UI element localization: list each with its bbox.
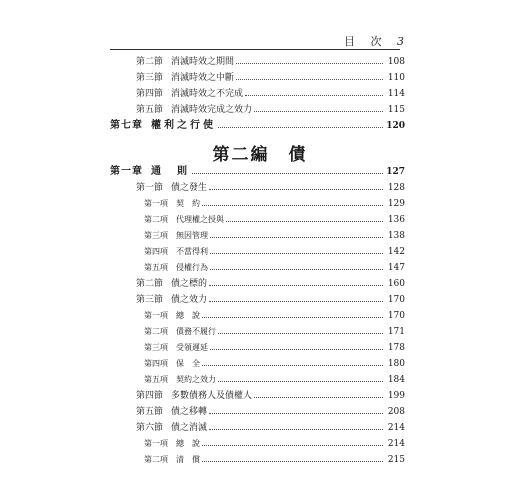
toc-entry xyxy=(144,452,405,467)
toc-entry-title: 總 說 xyxy=(176,311,200,320)
toc-entry-page: 110 xyxy=(387,73,405,83)
toc-entry xyxy=(144,372,405,387)
toc-entry-label: 第五節 xyxy=(136,105,164,115)
toc-entry-page: 115 xyxy=(387,105,405,115)
toc-entry-page: 160 xyxy=(387,279,405,289)
toc-entry-label: 第二節 xyxy=(136,279,164,289)
toc-entry-title: 不當得利 xyxy=(176,247,208,256)
dot-leader xyxy=(209,292,383,302)
toc-entry-label: 第五節 xyxy=(136,407,164,417)
toc-entry-label: 第三項 xyxy=(144,231,168,240)
toc-entry xyxy=(136,86,405,101)
toc-entry xyxy=(136,54,405,69)
toc-entry-title: 消滅時效之期間 xyxy=(171,57,235,67)
dot-leader xyxy=(210,260,383,270)
toc-entry xyxy=(144,196,405,211)
toc-entry-page: 171 xyxy=(387,327,405,337)
toc-entry-page: 199 xyxy=(387,391,405,401)
toc-entry-title: 無因管理 xyxy=(176,231,208,240)
toc-entry xyxy=(136,102,405,117)
toc-entry-title: 保 全 xyxy=(176,359,200,368)
dot-leader xyxy=(236,54,383,64)
toc-entry-label: 第一項 xyxy=(144,311,168,320)
toc-entry xyxy=(110,118,405,133)
toc-entry-label: 第二項 xyxy=(144,215,168,224)
toc-entry xyxy=(144,356,405,371)
toc-entry-label: 第三項 xyxy=(144,343,168,352)
toc-entry xyxy=(136,388,405,403)
dot-leader xyxy=(209,180,383,190)
dot-leader xyxy=(236,70,383,80)
toc-entry-page: 128 xyxy=(387,183,405,193)
dot-leader xyxy=(210,340,383,350)
toc-entry-title: 侵權行為 xyxy=(176,263,208,272)
toc-entry-page: 142 xyxy=(387,247,405,257)
toc-entry-label: 第四項 xyxy=(144,359,168,368)
header-rule xyxy=(110,49,400,50)
toc-entry-label: 第三節 xyxy=(136,295,164,305)
toc-entry xyxy=(136,420,405,435)
toc-entry-page: 184 xyxy=(387,375,405,385)
toc-entry-page: 120 xyxy=(386,121,405,131)
toc-entry-page: 170 xyxy=(387,295,405,305)
dot-leader xyxy=(202,308,383,318)
dot-leader xyxy=(218,324,383,334)
toc-entry-label: 第一項 xyxy=(144,199,168,208)
toc-entry-title: 債之發生 xyxy=(171,183,208,193)
dot-leader xyxy=(202,436,383,446)
dot-leader xyxy=(192,164,383,174)
toc-entry-page: 138 xyxy=(387,231,405,241)
toc-entry xyxy=(144,212,405,227)
toc-entry-label: 第一項 xyxy=(144,439,168,448)
toc-entry xyxy=(144,260,405,275)
toc-entry-page: 208 xyxy=(387,407,405,417)
toc-entry-label: 第五項 xyxy=(144,375,168,384)
toc-entry-title: 債之效力 xyxy=(171,295,208,305)
toc-entry-page: 127 xyxy=(386,167,405,177)
toc-entry-title: 債之移轉 xyxy=(171,407,208,417)
running-header xyxy=(110,29,402,49)
toc-entry-page: 114 xyxy=(387,89,405,99)
toc-entry-label: 第四節 xyxy=(136,391,164,401)
dot-leader xyxy=(218,118,383,128)
toc-entry-page: 214 xyxy=(387,423,405,433)
dot-leader xyxy=(202,452,383,462)
toc-entry-page: 178 xyxy=(387,343,405,353)
toc-entry xyxy=(136,292,405,307)
toc-entry xyxy=(136,70,405,85)
header-label: 目 次 3 xyxy=(344,35,404,48)
toc-entry-title: 債之標的 xyxy=(171,279,208,289)
dot-leader xyxy=(202,356,383,366)
toc-entry-label: 第一章 xyxy=(110,166,143,177)
toc-entry-page: 147 xyxy=(387,263,405,273)
dot-leader xyxy=(254,388,383,398)
dot-leader xyxy=(254,102,383,112)
toc-entry-title: 總 說 xyxy=(176,439,200,448)
dot-leader xyxy=(218,372,383,382)
toc-entry-title: 代理權之授與 xyxy=(176,215,224,224)
toc-entry-title: 債之消滅 xyxy=(171,423,208,433)
toc-entry-label: 第五項 xyxy=(144,263,168,272)
toc-entry-page: 214 xyxy=(387,439,405,449)
toc-entry-label: 第四節 xyxy=(136,89,164,99)
toc-entry xyxy=(136,276,405,291)
toc-entry xyxy=(144,244,405,259)
toc-entry-label: 第三節 xyxy=(136,73,164,83)
toc-entry-page: 170 xyxy=(387,311,405,321)
toc-entry xyxy=(136,180,405,195)
toc-entry-page: 129 xyxy=(387,199,405,209)
toc-entry-page: 136 xyxy=(387,215,405,225)
toc-entry xyxy=(144,308,405,323)
toc-entry-label: 第一節 xyxy=(136,183,164,193)
dot-leader xyxy=(209,276,383,286)
dot-leader xyxy=(210,244,383,254)
toc-entry-title: 契約之效力 xyxy=(176,375,216,384)
toc-entry-title: 契 約 xyxy=(176,199,200,208)
toc-entry xyxy=(144,228,405,243)
dot-leader xyxy=(202,196,383,206)
toc-entry-title: 受領遲延 xyxy=(176,343,208,352)
dot-leader xyxy=(209,420,383,430)
dot-leader xyxy=(226,212,383,222)
dot-leader xyxy=(210,228,383,238)
toc-entry-title: 消滅時效之中斷 xyxy=(171,73,235,83)
toc-entry-title: 通 則 xyxy=(151,166,190,177)
toc-entry-title: 權利之行使 xyxy=(151,120,216,131)
toc-entry-title: 清 償 xyxy=(176,455,200,464)
toc-entry-page: 215 xyxy=(387,455,405,465)
part-title: 第二編 債 xyxy=(212,145,308,165)
toc-entry xyxy=(110,164,405,179)
toc-entry xyxy=(144,324,405,339)
dot-leader xyxy=(245,86,383,96)
toc-entry xyxy=(144,340,405,355)
toc-entry-label: 第四項 xyxy=(144,247,168,256)
toc-entry xyxy=(136,404,405,419)
toc-entry-label: 第二節 xyxy=(136,57,164,67)
toc-entry-label: 第二項 xyxy=(144,327,168,336)
dot-leader xyxy=(209,404,383,414)
toc-entry-title: 消滅時效之不完成 xyxy=(171,89,244,99)
toc-entry-label: 第六節 xyxy=(136,423,164,433)
toc-entry-title: 消滅時效完成之效力 xyxy=(171,105,253,115)
toc-entry-title: 多數債務人及債權人 xyxy=(171,391,253,401)
toc-entry-label: 第七章 xyxy=(110,120,143,131)
toc-entry-page: 180 xyxy=(387,359,405,369)
toc-entry xyxy=(144,436,405,451)
toc-entry-label: 第二項 xyxy=(144,455,168,464)
toc-entry-title: 債務不履行 xyxy=(176,327,216,336)
toc-entry-page: 108 xyxy=(387,57,405,67)
